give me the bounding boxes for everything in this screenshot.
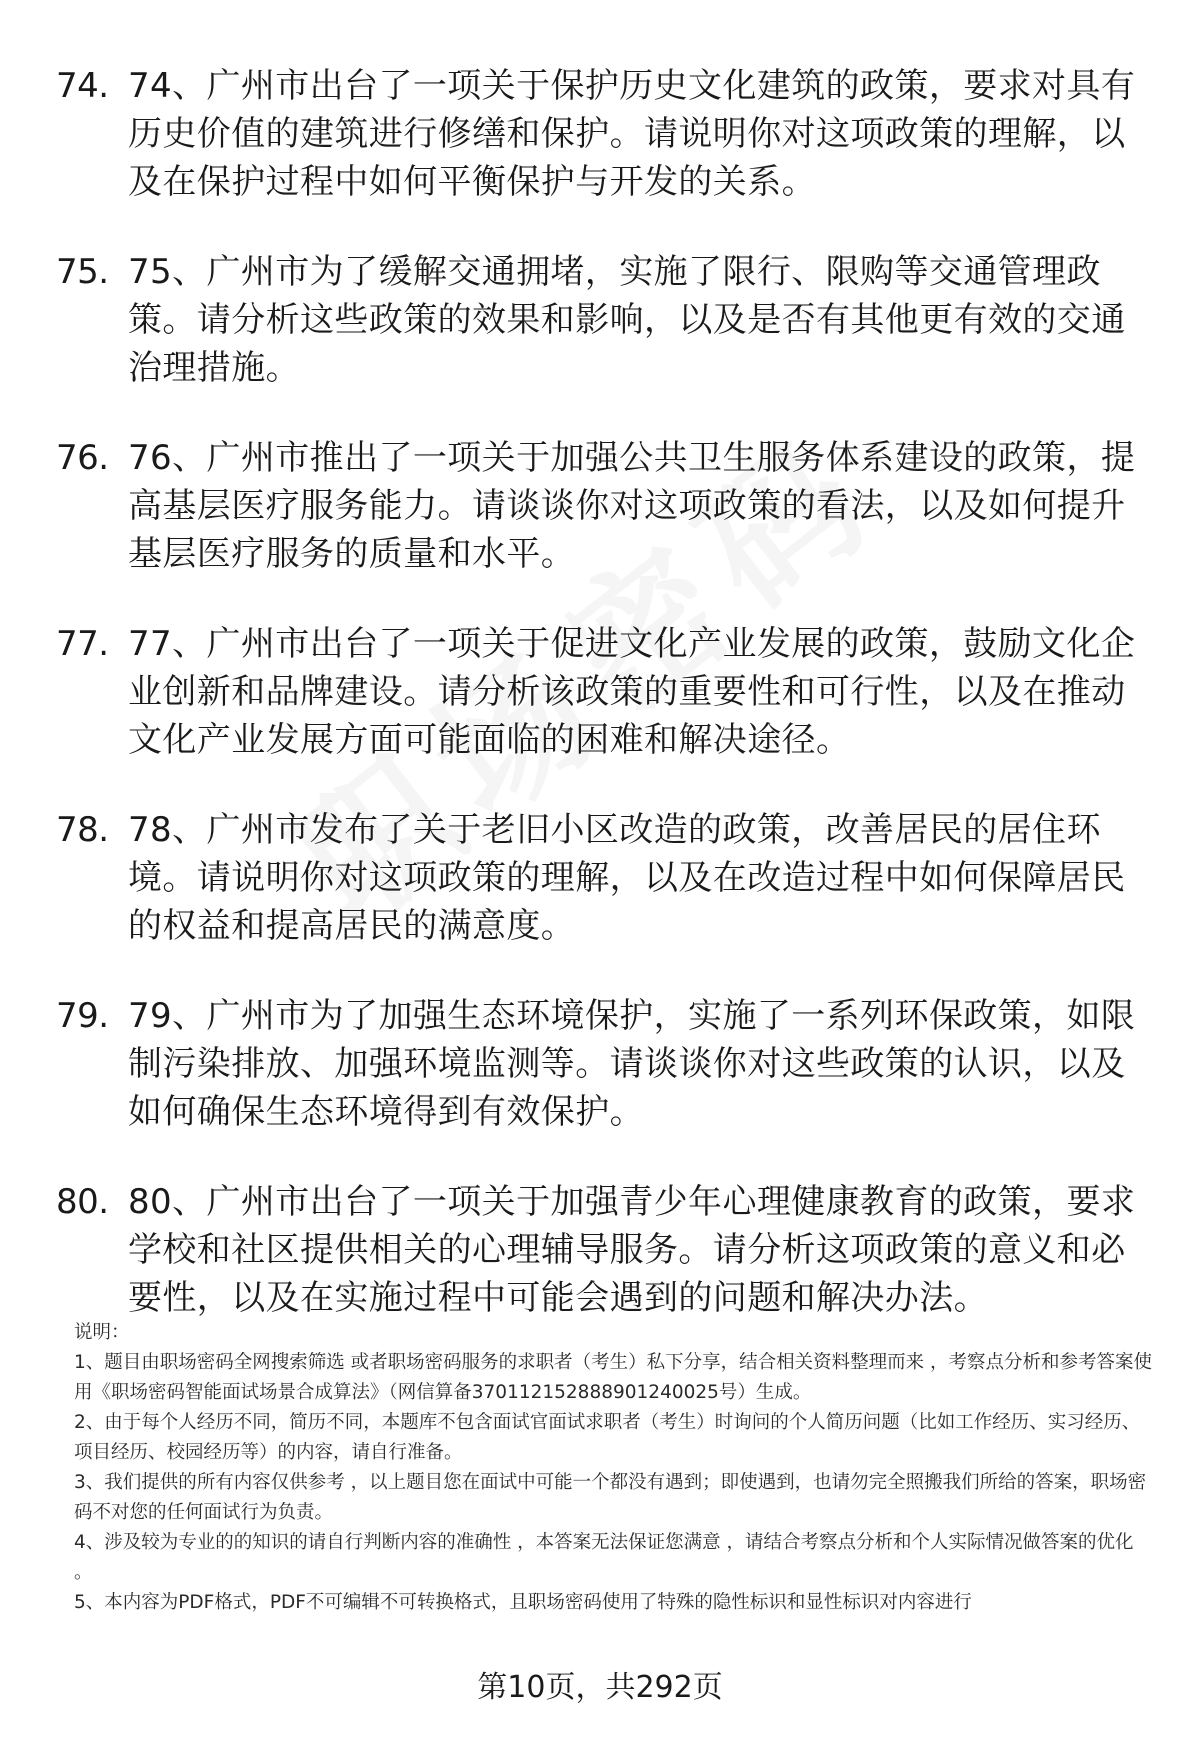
question-number: 75. <box>56 252 109 292</box>
note-item-3: 3、我们提供的所有内容仅供参考 ，以上题目您在面试中可能一个都没有遇到；即使遇到，也请勿完全照搬我们所给的答案，职场密码不对您的任何面试行为负责。 <box>74 1472 1147 1523</box>
notes-section <box>74 1318 1154 1618</box>
question-list <box>56 62 1146 1364</box>
note-item-2: 2、由于每个人经历不同，简历不同，本题库不包含面试官面试求职者（考生）时询问的个人简历问题（比如工作经历、实习经历、项目经历、校园经历等）的内容，请自行准备。 <box>74 1412 1141 1463</box>
question-number: 77. <box>56 624 109 664</box>
page-number: 第10页，共292页 <box>477 1670 723 1705</box>
note-item-5: 5、本内容为PDF格式，PDF不可编辑不可转换格式，且职场密码使用了特殊的隐性标识和显性标识对内容进行 <box>74 1592 972 1613</box>
question-text: 80、广州市出台了一项关于加强青少年心理健康教育的政策，要求学校和社区提供相关的心理辅导服务。请分析这项政策的意义和必要性，以及在实施过程中可能会遇到的问题和解决办法。 <box>128 1182 1136 1318</box>
question-number: 76. <box>56 438 109 478</box>
question-text: 74、广州市出台了一项关于保护历史文化建筑的政策，要求对具有历史价值的建筑进行修缮和保护。请说明你对这项政策的理解，以及在保护过程中如何平衡保护与开发的关系。 <box>128 66 1136 202</box>
question-text: 79、广州市为了加强生态环境保护，实施了一系列环保政策，如限制污染排放、加强环境监测等。请谈谈你对这些政策的认识，以及如何确保生态环境得到有效保护。 <box>128 996 1136 1132</box>
question-number: 74. <box>56 66 109 106</box>
question-item-77 <box>56 620 1146 764</box>
notes-heading: 说明： <box>74 1322 130 1343</box>
question-item-74 <box>56 62 1146 206</box>
question-text: 77、广州市出台了一项关于促进文化产业发展的政策，鼓励文化企业创新和品牌建设。请分析该政策的重要性和可行性，以及在推动文化产业发展方面可能面临的困难和解决途径。 <box>128 624 1136 760</box>
question-text: 75、广州市为了缓解交通拥堵，实施了限行、限购等交通管理政策。请分析这些政策的效果和影响，以及是否有其他更有效的交通治理措施。 <box>128 252 1126 388</box>
question-item-79 <box>56 992 1146 1136</box>
question-item-75 <box>56 248 1146 392</box>
question-number: 79. <box>56 996 109 1036</box>
question-item-78 <box>56 806 1146 950</box>
question-text: 78、广州市发布了关于老旧小区改造的政策，改善居民的居住环境。请说明你对这项政策的理解，以及在改造过程中如何保障居民的权益和提高居民的满意度。 <box>128 810 1126 946</box>
question-number: 80. <box>56 1182 109 1222</box>
note-item-4: 4、涉及较为专业的的知识的请自行判断内容的准确性 ，本答案无法保证您满意 ，请结合考察点分析和个人实际情况做答案的优化 。 <box>74 1532 1134 1583</box>
question-item-76 <box>56 434 1146 578</box>
question-item-80 <box>56 1178 1146 1322</box>
question-number: 78. <box>56 810 109 850</box>
question-text: 76、广州市推出了一项关于加强公共卫生服务体系建设的政策，提高基层医疗服务能力。请谈谈你对这项政策的看法，以及如何提升基层医疗服务的质量和水平。 <box>128 438 1136 574</box>
note-item-1: 1、题目由职场密码全网搜索筛选 或者职场密码服务的求职者（考生）私下分享，结合相关资料整理而来 ，考察点分析和参考答案使用《职场密码智能面试场景合成算法》（网信算备370112152888901240025号）生成。 <box>74 1352 1153 1403</box>
